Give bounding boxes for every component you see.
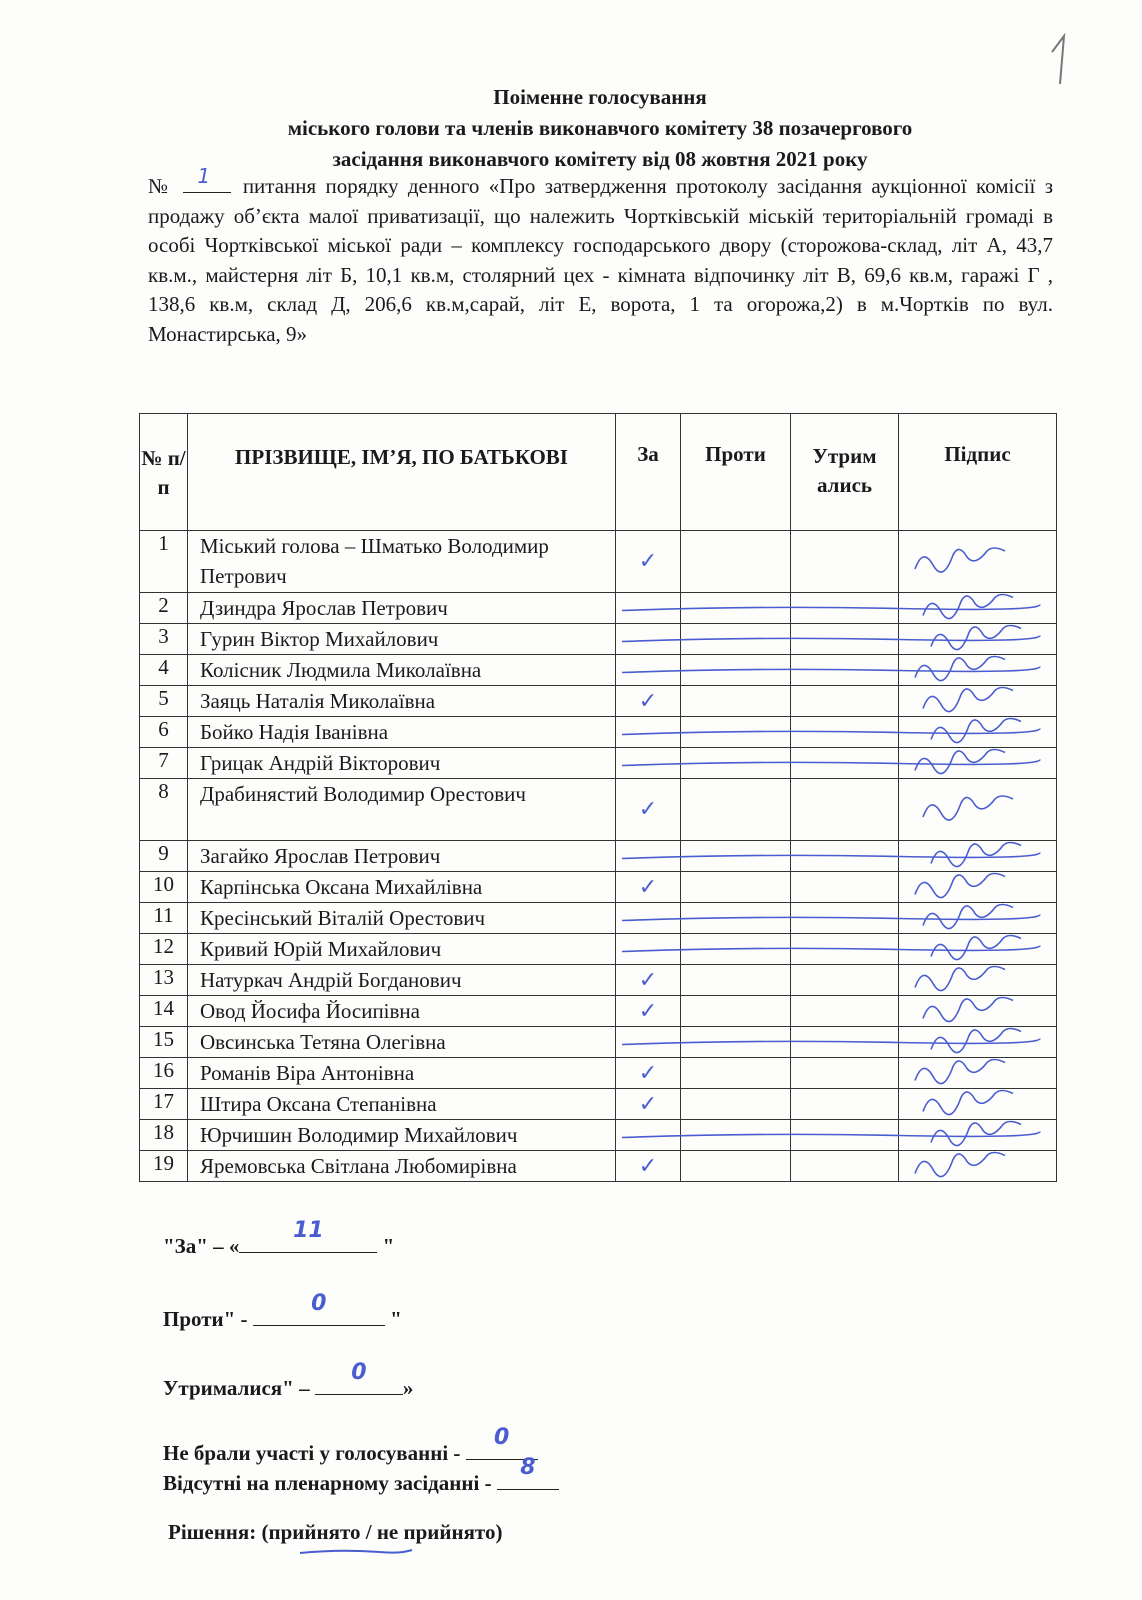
row-abstained [791,903,899,934]
row-number: 3 [140,624,188,655]
summary-not-voted [163,1425,538,1466]
check-icon: ✓ [638,998,658,1024]
table-row [140,779,1057,841]
row-signature [899,1120,1057,1151]
row-name: Карпінська Оксана Михайлівна [188,872,616,903]
document-title [140,82,1060,175]
row-name: Грицак Андрій Вікторович [188,748,616,779]
row-against [681,655,791,686]
row-against [681,903,791,934]
row-number: 7 [140,748,188,779]
table-row [140,903,1057,934]
row-abstained [791,686,899,717]
check-icon: ✓ [638,967,658,993]
vote-rows [140,531,1057,1182]
row-against [681,531,791,593]
summary-absent-value: 8 [520,1455,536,1480]
row-for-mark [616,1089,681,1120]
row-against [681,841,791,872]
row-signature [899,593,1057,624]
table-row [140,655,1057,686]
row-for-mark [616,903,681,934]
row-for-mark [616,1120,681,1151]
summary-for-close: " [382,1234,395,1258]
row-against [681,934,791,965]
table-row [140,841,1057,872]
table-row [140,686,1057,717]
header-signature: Підпис [899,414,1057,531]
row-for-mark [616,934,681,965]
agenda-item [148,164,1053,349]
row-name: Штира Оксана Степанівна [188,1089,616,1120]
row-signature [899,655,1057,686]
check-icon: ✓ [638,1091,658,1117]
summary-for-label: "За" – [163,1234,224,1258]
row-against [681,872,791,903]
summary-absent [163,1455,559,1496]
check-icon: ✓ [638,688,658,714]
row-signature [899,934,1057,965]
row-signature [899,1089,1057,1120]
summary-abstained [163,1360,414,1401]
check-icon: ✓ [638,1060,658,1086]
row-abstained [791,1089,899,1120]
row-signature [899,1058,1057,1089]
row-number: 17 [140,1089,188,1120]
decision: Рішення: (прийнято / не прийнято) [168,1520,503,1544]
row-number: 19 [140,1151,188,1182]
row-against [681,624,791,655]
table-header-row [140,414,1057,531]
summary-abstained-label: Утрималися" – [163,1376,310,1400]
header-name: ПРІЗВИЩЕ, ІМ’Я, ПО БАТЬКОВІ [188,414,616,531]
row-name: Дзиндра Ярослав Петрович [188,593,616,624]
row-number: 15 [140,1027,188,1058]
row-number: 18 [140,1120,188,1151]
summary-abstained-value: 0 [351,1360,367,1385]
row-for-mark [616,686,681,717]
row-number: 5 [140,686,188,717]
check-icon: ✓ [638,874,658,900]
row-number: 11 [140,903,188,934]
table-row [140,748,1057,779]
row-abstained [791,841,899,872]
row-for-mark [616,965,681,996]
table-row [140,531,1057,593]
row-for-mark [616,748,681,779]
row-name: Колісник Людмила Миколаївна [188,655,616,686]
row-against [681,965,791,996]
table-row [140,872,1057,903]
row-name: Овсинська Тетяна Олегівна [188,1027,616,1058]
summary-absent-label: Відсутні на пленарному засіданні - [163,1471,492,1495]
row-number: 8 [140,779,188,841]
row-against [681,717,791,748]
table-row [140,934,1057,965]
row-for-mark [616,872,681,903]
summary-against-label: Проти" - [163,1307,248,1331]
row-abstained [791,779,899,841]
row-abstained [791,1120,899,1151]
row-signature [899,624,1057,655]
summary-against-close: " [390,1307,402,1331]
table-row [140,965,1057,996]
row-abstained [791,996,899,1027]
row-for-mark [616,655,681,686]
row-for-mark [616,717,681,748]
row-abstained [791,748,899,779]
summary-not-voted-label: Не брали участі у голосуванні - [163,1441,461,1465]
agenda-number: 1 [197,164,211,188]
table-row [140,1058,1057,1089]
title-line-2: міського голови та членів виконавчого комітету 38 позачергового [287,116,913,140]
row-abstained [791,593,899,624]
row-abstained [791,1151,899,1182]
row-number: 9 [140,841,188,872]
row-against [681,1151,791,1182]
votes-table [139,413,1057,1182]
row-signature [899,531,1057,593]
row-abstained [791,624,899,655]
row-signature [899,965,1057,996]
summary-abstained-close: » [402,1376,414,1400]
table-row [140,1120,1057,1151]
row-signature [899,1027,1057,1058]
row-number: 2 [140,593,188,624]
row-name: Гурин Віктор Михайлович [188,624,616,655]
row-signature [899,996,1057,1027]
summary-for [163,1218,395,1259]
row-against [681,748,791,779]
row-abstained [791,965,899,996]
row-name: Романів Віра Антонівна [188,1058,616,1089]
row-against [681,779,791,841]
row-signature [899,686,1057,717]
header-abstained: Утрим ались [791,414,899,531]
row-signature [899,779,1057,841]
row-abstained [791,872,899,903]
row-number: 6 [140,717,188,748]
agenda-number-prefix: № [148,174,173,198]
row-name: Юрчишин Володимир Михайлович [188,1120,616,1151]
row-signature [899,717,1057,748]
row-abstained [791,655,899,686]
header-for: За [616,414,681,531]
summary-against-value: 0 [311,1291,327,1316]
row-abstained [791,717,899,748]
row-for-mark [616,624,681,655]
header-against: Проти [681,414,791,531]
row-number: 12 [140,934,188,965]
header-num: № п/п [140,414,188,531]
row-name: Натуркач Андрій Богданович [188,965,616,996]
row-against [681,1120,791,1151]
table-row [140,593,1057,624]
row-abstained [791,934,899,965]
row-for-mark [616,1151,681,1182]
row-for-mark [616,779,681,841]
table-row [140,1027,1057,1058]
row-name: Овод Йосифа Йосипівна [188,996,616,1027]
agenda-text: питання порядку денного «Про затвердження протоколу засідання аукціонної комісії з продажу об’єкта малої приватизації, що належить Чортківській міській територіальній громаді в особі Чортківської міської ради – комплексу господарського двору (сторожова-склад, літ А, 43,7 кв.м., майстерня літ Б, 10,1 кв.м, столярний цех - кімната відпочинку літ В, 69,6 кв.м, гаражі Г , 138,6 кв.м, склад Д, 206,6 кв.м,сарай, літ Е, ворота, 1 та огорожа,2) в м.Чортків по вул. Монастирська, 9» [148,174,1053,346]
row-number: 13 [140,965,188,996]
row-number: 4 [140,655,188,686]
table-row [140,1089,1057,1120]
row-signature [899,1151,1057,1182]
row-abstained [791,1027,899,1058]
row-for-mark [616,1027,681,1058]
row-abstained [791,1058,899,1089]
row-against [681,1027,791,1058]
row-abstained [791,531,899,593]
row-for-mark [616,841,681,872]
row-signature [899,872,1057,903]
row-for-mark [616,996,681,1027]
row-name: Кривий Юрій Михайлович [188,934,616,965]
row-against [681,1058,791,1089]
summary-for-value: 11 [293,1218,324,1243]
row-name: Яремовська Світлана Любомирівна [188,1151,616,1182]
row-name: Міський голова – Шматько Володимир Петрович [188,531,616,593]
row-against [681,593,791,624]
row-name: Кресінський Віталій Орестович [188,903,616,934]
table-row [140,996,1057,1027]
check-icon: ✓ [638,1153,658,1179]
row-for-mark [616,531,681,593]
page-number [1046,30,1070,90]
row-name: Бойко Надія Іванівна [188,717,616,748]
row-signature [899,841,1057,872]
row-against [681,996,791,1027]
row-signature [899,903,1057,934]
row-against [681,1089,791,1120]
row-number: 14 [140,996,188,1027]
row-number: 16 [140,1058,188,1089]
row-number: 10 [140,872,188,903]
title-line-3: засідання виконавчого комітету від 08 жовтня 2021 року [332,147,868,171]
row-against [681,686,791,717]
row-name: Заяць Наталія Миколаївна [188,686,616,717]
summary-against [163,1291,402,1332]
check-icon: ✓ [638,797,658,822]
table-row [140,624,1057,655]
row-for-mark [616,593,681,624]
summary-not-voted-value: 0 [494,1425,510,1450]
table-row [140,1151,1057,1182]
agenda-number-blank [183,164,231,193]
check-icon: ✓ [638,549,658,574]
summary-for-open: « [228,1234,240,1258]
title-line-1: Поіменне голосування [493,85,707,109]
row-signature [899,748,1057,779]
row-number: 1 [140,531,188,593]
row-name: Драбинястий Володимир Орестович [188,779,616,841]
row-for-mark [616,1058,681,1089]
table-row [140,717,1057,748]
row-name: Загайко Ярослав Петрович [188,841,616,872]
